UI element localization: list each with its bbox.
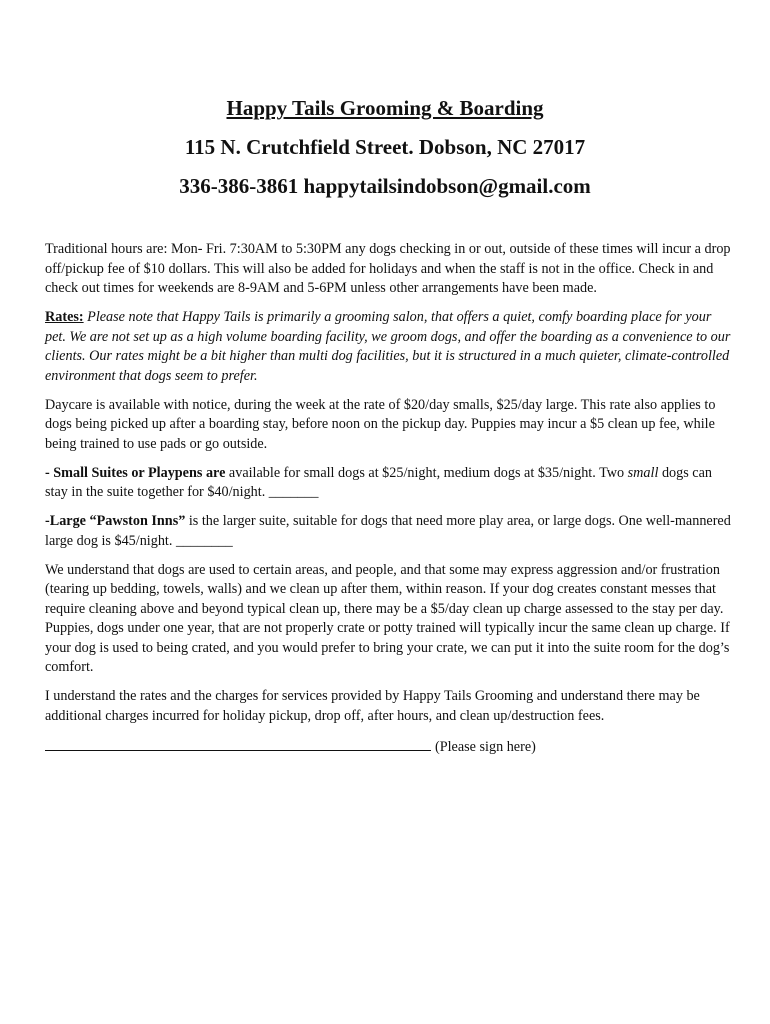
hours-paragraph: Traditional hours are: Mon- Fri. 7:30AM to 5:30PM any dogs checking in or out, outside of these times will incur a drop off/pickup fee of $10 dollars. This will also be added for holidays and when the staff is not in the office. Check in and check out times for weekends are 8-9AM and 5-6PM unless other arrangements have been made.: [45, 241, 731, 296]
rates-label: Rates:: [45, 309, 84, 325]
signature-line[interactable]: [45, 736, 431, 751]
rates-paragraph: [45, 308, 735, 386]
large-suites-text: is the larger suite, suitable for dogs that need more play area, or large dogs. One well-mannered large dog is $45/night. ________: [45, 513, 731, 549]
signature-row: [45, 736, 735, 758]
small-suites-italic: small: [627, 464, 659, 481]
daycare-paragraph: Daycare is available with notice, during the week at the rate of $20/day smalls, $25/day large. This rate also applies to dogs being picked up after a boarding stay, before noon on the pickup day. Puppies may incur a $5 clean up fee, while being trained to use pads or go outside.: [45, 396, 716, 452]
large-suites-paragraph: [45, 512, 735, 551]
small-suites-heading: - Small Suites or Playpens are: [45, 464, 226, 481]
agreement-paragraph: I understand the rates and the charges for services provided by Happy Tails Grooming and understand there may be additional charges incurred for holiday pickup, drop off, after hours, and clean up/destruction fees.: [45, 688, 700, 724]
signature-label: (Please sign here): [435, 738, 536, 755]
cleanup-paragraph: We understand that dogs are used to certain areas, and people, and that some may express aggression and/or frustration (tearing up bedding, towels, walls) and we clean up after them, within reason. If your dog creates constant messes that require cleaning above and beyond typical clean up, there may be a $5/day clean up charge assessed to the stay per day. Puppies, dogs under one year, that are not properly crate or potty trained will typically incur the same clean up charge. If your dog is used to being crated, and you would prefer to bring your crate, we can put it into the suite room for the dog’s comfort.: [45, 561, 730, 675]
rates-text: Please note that Happy Tails is primarily a grooming salon, that offers a quiet, comfy boarding place for your pet. We are not set up as a high volume boarding facility, we groom dogs, and offer the boarding as a convenience to our clients. Our rates might be a bit higher than multi dog facilities, but it is structured in a much quieter, climate-controlled environment that dogs seem to prefer.: [45, 309, 731, 384]
large-suites-heading: -Large “Pawston Inns”: [45, 513, 186, 529]
small-suites-text-1: available for small dogs at $25/night, medium dogs at $35/night. Two: [225, 464, 628, 481]
business-title: Happy Tails Grooming & Boarding: [226, 96, 544, 120]
small-suites-text-2: dogs can stay in the suite together for $40/night. _______: [45, 464, 712, 500]
business-address: 115 N. Crutchfield Street. Dobson, NC 27017: [184, 135, 586, 159]
small-suites-paragraph: [45, 464, 735, 503]
document-body: [45, 240, 735, 767]
business-contact: 336-386-3861 happytailsindobson@gmail.com: [179, 174, 591, 198]
